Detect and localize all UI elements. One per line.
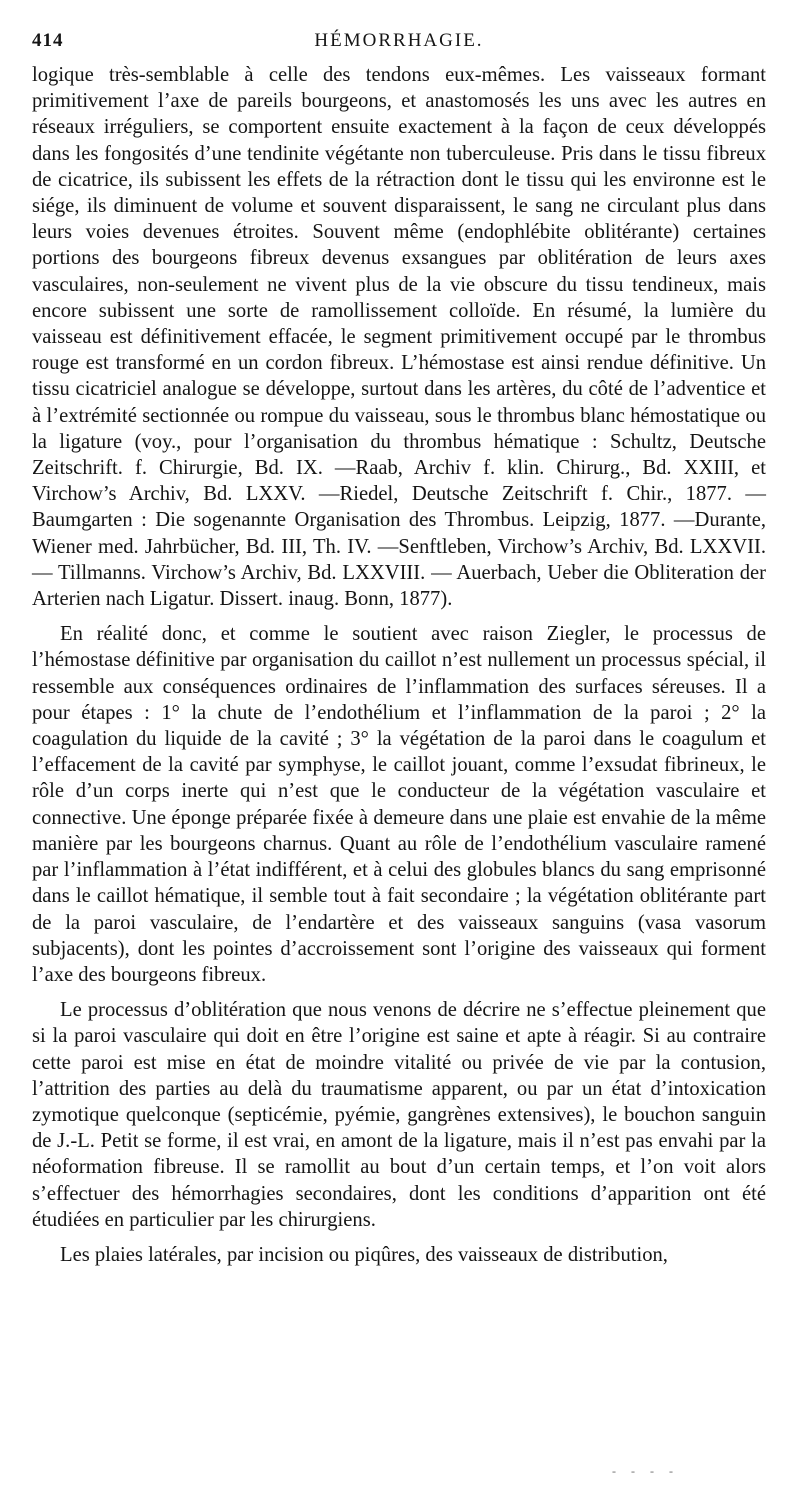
page-number: 414 (32, 30, 64, 51)
footer-marks: - - - - (612, 1464, 679, 1478)
paragraph-plaies-laterales: Les plaies latérales, par incision ou piqûres, des vaisseaux de distribution, (60, 1243, 668, 1266)
paragraph-continued: logique très-semblable à celle des tendons eux-mêmes. Les vaisseaux formant primitivement l’axe de pareils bourgeons, et anastomosés les uns avec les autres en réseaux irréguliers, se comportent ensuite exactement à la façon de ceux développés dans les fongosités d’une tendinite végétante non tuberculeuse. Pris dans le tissu fibreux de cicatrice, ils subissent les effets de la rétraction dont le tissu qui les environne est le siége, ils diminuent de volume et souvent disparaissent, le sang ne circulant plus dans leurs voies devenues étroites. Souvent même (endophlébite oblitérante) certaines portions des bourgeons fibreux devenus exsangues par oblitération de leurs axes vasculaires, non-seulement ne vivent plus de la vie obscure du tissu tendineux, mais encore subissent une sorte de ramollissement colloïde. En résumé, la lumière du vaisseau est définitivement effacée, le segment primitivement occupé par le thrombus rouge est transformé en un cordon fibreux. L’hémostase est ainsi rendue définitive. Un tissu cicatriciel analogue se développe, surtout dans les artères, du côté de l’adventice et à l’extrémité sectionnée ou rompue du vaisseau, sous le thrombus blanc hémostatique ou la ligature (voy., pour l’organisation du thrombus hématique : Schultz, Deutsche Zeitschrift. f. Chirurgie, Bd. IX. —Raab, Archiv f. klin. Chirurg., Bd. XXIII, et Virchow’s Archiv, Bd. LXXV. —Riedel, Deutsche Zeitschrift f. Chir., 1877. — Baumgarten : Die sogenannte Organisation des Thrombus. Leipzig, 1877. —Durante, Wiener med. Jahrbücher, Bd. III, Th. IV. —Senftleben, Virchow’s Archiv, Bd. LXXVII. — Tillmanns. Virchow’s Archiv, Bd. LXXVIII. — Auerbach, Ueber die Obliteration der Arterien nach Ligatur. Dissert. inaug. Bonn, 1877). (32, 64, 766, 611)
running-title: HÉMORRHAGIE. (314, 30, 484, 51)
running-header (32, 26, 766, 62)
paragraph-obliteration: Le processus d’oblitération que nous venons de décrire ne s’effectue pleinement que si la paroi vasculaire qui doit en être l’origine est saine et apte à réagir. Si au contraire cette paroi est mise en état de moindre vitalité ou privée de vie par la contusion, l’attrition des parties au delà du traumatisme apparent, ou par un état d’intoxication zymotique quelconque (septicémie, pyémie, gangrènes extensives), le bouchon sanguin de J.-L. Petit se forme, il est vrai, en amont de la ligature, mais il n’est pas envahi par la néoformation fibreuse. Il se ramollit au bout d’un certain temps, et l’on voit alors s’effectuer des hémorrhagies secondaires, dont les conditions d’apparition ont été étudiées en particulier par les chirurgiens. (32, 999, 766, 1231)
document-page (32, 26, 766, 1277)
paragraph-ziegler: En réalité donc, et comme le soutient avec raison Ziegler, le processus de l’hémostase définitive par organisation du caillot n’est nullement un processus spécial, il ressemble aux conséquences ordinaires de l’inflammation des surfaces séreuses. Il a pour étapes : 1° la chute de l’endothélium et l’inflammation de la paroi ; 2° la coagulation du liquide de la cavité ; 3° la végétation de la paroi dans le coagulum et l’effacement de la cavité par symphyse, le caillot jouant, comme l’exsudat fibrineux, le rôle d’un corps inerte qui n’est que le conducteur de la végétation vasculaire et connective. Une éponge préparée fixée à demeure dans une plaie est envahie de la même manière par les bourgeons charnus. Quant au rôle de l’endothélium vasculaire ramené par l’inflammation à l’état indifférent, et à celui des globules blancs du sang emprisonné dans le caillot hématique, il semble tout à fait secondaire ; la végétation oblitérante part de la paroi vasculaire, de l’endartère et des vaisseaux sanguins (vasa vasorum subjacents), dont les pointes d’accroissement sont l’origine des vaisseaux qui forment l’axe des bourgeons fibreux. (32, 623, 766, 986)
